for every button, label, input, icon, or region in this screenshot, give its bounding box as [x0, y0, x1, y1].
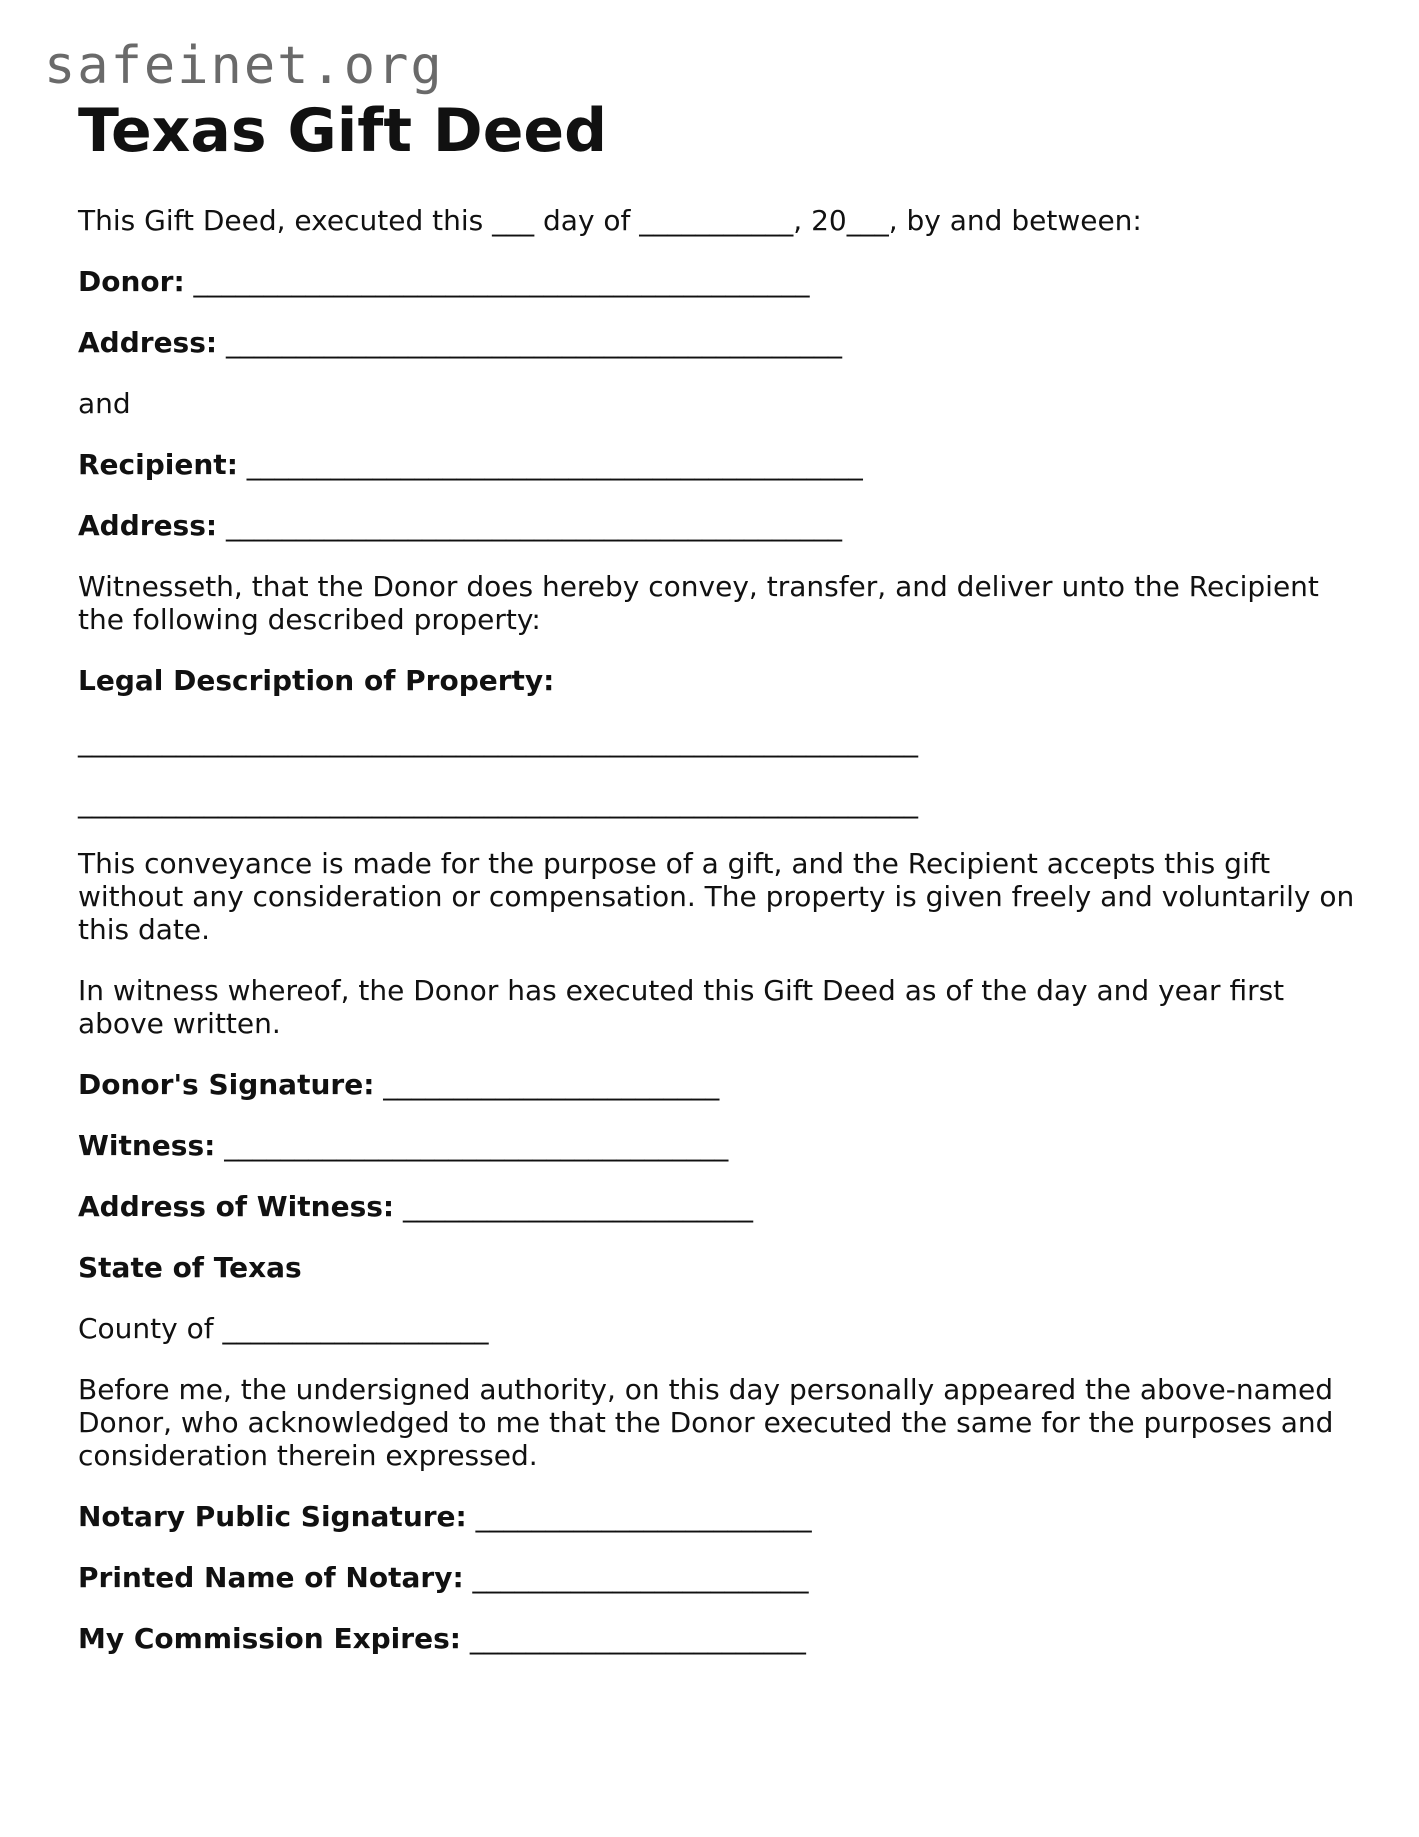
- witness-field: [78, 1129, 1358, 1162]
- notary-signature-field: [78, 1500, 1358, 1533]
- watermark: safeinet.org: [44, 36, 444, 96]
- witness-blank: ____________________________________: [215, 1129, 729, 1162]
- donor-address-field: [78, 326, 1358, 359]
- donor-blank: ____________________________________________: [184, 265, 810, 298]
- commission-expires-field: [78, 1622, 1358, 1655]
- conveyance-paragraph: This conveyance is made for the purpose of a gift, and the Recipient accepts this gift without any consideration or compensation. The property is given freely and voluntarily on this date.: [78, 847, 1364, 946]
- donor-address-label: Address:: [78, 326, 218, 359]
- legal-description-line-2: ____________________________________________________________: [78, 786, 918, 819]
- legal-description-line-1: ____________________________________________________________: [78, 725, 918, 758]
- notary-signature-label: Notary Public Signature:: [78, 1500, 467, 1533]
- recipient-address-blank: ____________________________________________: [217, 509, 842, 542]
- commission-expires-blank: ________________________: [460, 1622, 806, 1655]
- in-witness-paragraph: In witness whereof, the Donor has executed this Gift Deed as of the day and year first above written.: [78, 974, 1294, 1040]
- commission-expires-label: My Commission Expires:: [78, 1622, 461, 1655]
- witnesseth-paragraph: Witnesseth, that the Donor does hereby convey, transfer, and deliver unto the Recipient the following described property:: [78, 570, 1328, 636]
- witness-address-blank: _________________________: [394, 1190, 754, 1223]
- notary-signature-blank: ________________________: [466, 1500, 812, 1533]
- intro-text: This Gift Deed, executed this ___ day of ___________, 20___, by and between:: [78, 204, 1142, 237]
- notary-printed-name-field: [78, 1561, 1358, 1594]
- donor-signature-label: Donor's Signature:: [78, 1068, 375, 1101]
- and-text: and: [78, 387, 131, 420]
- witness-address-label: Address of Witness:: [78, 1190, 395, 1223]
- recipient-address-label: Address:: [78, 509, 218, 542]
- recipient-label: Recipient:: [78, 448, 238, 481]
- witness-label: Witness:: [78, 1129, 216, 1162]
- recipient-address-field: [78, 509, 1358, 542]
- donor-label: Donor:: [78, 265, 185, 298]
- recipient-field: [78, 448, 1358, 481]
- recipient-blank: ____________________________________________: [237, 448, 863, 481]
- notary-printed-name-blank: ________________________: [463, 1561, 809, 1594]
- document: [78, 96, 1364, 1683]
- county-field: County of ___________________: [78, 1312, 489, 1345]
- legal-description-heading: Legal Description of Property:: [78, 664, 555, 697]
- donor-address-blank: ____________________________________________: [217, 326, 842, 359]
- witness-address-field: [78, 1190, 1358, 1223]
- notary-printed-name-label: Printed Name of Notary:: [78, 1561, 464, 1594]
- acknowledgment-paragraph: Before me, the undersigned authority, on this day personally appeared the above-named Donor, who acknowledged to me that the Donor executed the same for the purposes and consideration therein expressed.: [78, 1373, 1343, 1472]
- donor-signature-blank: ________________________: [374, 1068, 720, 1101]
- donor-signature-field: [78, 1068, 1358, 1101]
- page-title: Texas Gift Deed: [78, 96, 608, 166]
- state-heading: State of Texas: [78, 1251, 302, 1284]
- donor-field: [78, 265, 1358, 298]
